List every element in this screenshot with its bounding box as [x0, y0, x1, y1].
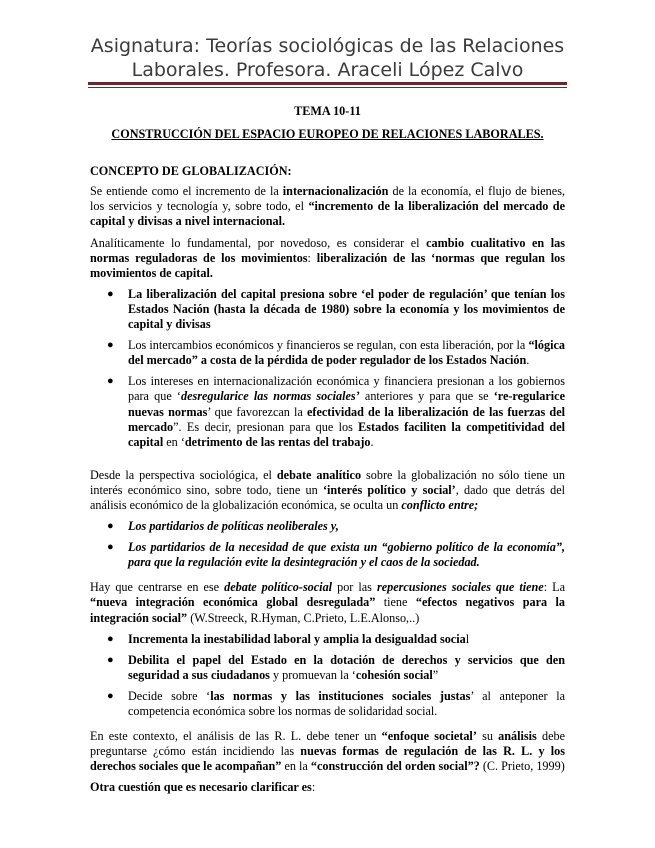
text-run: Los intercambios económicos y financieros se regulan, con esta liberación, por la	[128, 338, 529, 353]
bullet-icon: ●	[107, 541, 114, 554]
list-item	[90, 540, 565, 570]
text-run: “lógica del mercado” a costa de la pérdida de poder regulador de los Estados Nación	[128, 338, 565, 368]
paragraph	[90, 184, 565, 229]
text-run: Analíticamente lo fundamental, por novedoso, es considerar el	[90, 235, 427, 250]
document-title: CONSTRUCCIÓN DEL ESPACIO EUROPEO DE RELACIONES LABORALES.	[111, 127, 544, 142]
bullet-icon: ●	[107, 632, 114, 645]
text-run: debe preguntarse ¿cómo están incidiendo las	[90, 729, 565, 759]
text-run: Desde la perspectiva sociológica, el	[90, 467, 277, 482]
text-run: Debilita el papel del Estado en la dotación de derechos y servicios que den seguridad a sus ciudadanos	[128, 652, 565, 682]
list-item	[90, 689, 565, 719]
text-run: tiene	[375, 595, 416, 610]
text-run: Decide sobre ‘	[128, 688, 211, 703]
spacer	[90, 460, 565, 468]
text-run: ’ que favorezcan la	[207, 404, 308, 419]
text-run: ‘re-regularice nuevas normas	[128, 389, 565, 419]
text-run: debate político-social	[224, 580, 333, 595]
text-run: , dado que detrás del análisis económico de la globalización económica, se oculta un	[90, 482, 566, 512]
section-heading-colon: :	[287, 164, 292, 179]
paragraph	[90, 236, 565, 281]
bullet-list	[90, 632, 565, 719]
text-run: en ‘	[163, 434, 185, 449]
paragraph	[90, 780, 565, 795]
text-run: :	[307, 250, 317, 265]
section-heading	[90, 164, 565, 179]
text-run: detrimento de las rentas del trabajo	[184, 434, 371, 449]
text-run: ”	[432, 667, 439, 682]
text-run: cambio cualitativo en las normas reguladoras de los movimientos	[90, 235, 565, 265]
text-run: en la	[281, 759, 311, 774]
text-run: internacionalización	[282, 184, 389, 199]
text-run: Se entiende como el incremento de la	[90, 184, 283, 199]
header-rule-thin	[88, 87, 567, 88]
text-run: :	[311, 780, 316, 795]
bullet-icon: ●	[107, 375, 114, 388]
text-run: y promuevan la ‘	[269, 667, 356, 682]
text-run: por las	[332, 580, 377, 595]
topic-number: TEMA 10-11	[294, 104, 361, 118]
list-item	[90, 287, 565, 332]
text-run: liberalización de las ‘normas que regulan los movimientos de capital.	[90, 250, 565, 280]
text-run: su	[476, 729, 499, 744]
text-run: ’ al anteponer la competencia económica sobre los normas de solidaridad social.	[128, 688, 566, 718]
list-item	[90, 338, 565, 368]
document-body	[90, 104, 565, 801]
bullet-icon: ●	[107, 653, 114, 666]
text-run: efectividad de la liberalización de las fuerzas del mercado	[128, 404, 566, 434]
text-run: conflicto entre;	[401, 497, 479, 512]
text-run: “incremento de la liberalización del mercado de capital y divisas a nivel internacional.	[90, 199, 565, 229]
text-run: l	[465, 631, 470, 646]
text-run: “nueva integración económica global desregulada”	[90, 595, 376, 610]
text-run: “efectos negativos para la integración social”	[90, 595, 565, 625]
bullet-list	[90, 287, 565, 450]
text-run: Los intereses en internacionalización económica y financiera presionan a los gobiernos para que ‘	[128, 374, 565, 404]
bullet-list	[90, 519, 565, 570]
text-run: Hay que centrarse en ese	[90, 580, 225, 595]
header-title-line1: Asignatura: Teorías sociológicas de las Relaciones	[90, 35, 565, 57]
text-run: En este contexto, el análisis de las R. L. debe tener un	[90, 729, 382, 744]
text-run: ”. Es decir, presionan para que los	[173, 419, 359, 434]
text-run: (W.Streeck, R.Hyman, C.Prieto, L.E.Alonso,..)	[187, 610, 420, 625]
text-run: debate analítico	[276, 467, 362, 482]
bullet-icon: ●	[107, 339, 114, 352]
text-run: desregularice las normas sociales’	[181, 389, 360, 404]
header-rule-thick	[88, 82, 567, 85]
section-heading-text: CONCEPTO DE GLOBALIZACIÓN	[90, 164, 288, 179]
text-run: “enfoque societal’	[381, 729, 477, 744]
text-run: : La	[543, 580, 565, 595]
text-run: cohesión social	[355, 667, 433, 682]
paragraph	[90, 580, 565, 625]
paragraph	[90, 729, 565, 774]
list-item	[90, 632, 565, 647]
text-run: (C. Prieto, 1999)	[479, 759, 565, 774]
text-run: Los partidarios de políticas neoliberales y,	[128, 519, 339, 534]
text-run: Los partidarios de la necesidad de que exista un “gobierno político de la economía”, para que la regulación evite la desintegración y el caos de la sociedad.	[128, 540, 565, 570]
text-run: las normas y las instituciones sociales justas	[210, 688, 471, 703]
text-run: sobre la globalización no sólo tiene un interés económico sino, sobre todo, tiene un	[90, 467, 565, 497]
list-item	[90, 374, 565, 449]
bullet-icon: ●	[107, 287, 114, 300]
bullet-icon: ●	[107, 689, 114, 702]
text-run: Estados faciliten la competitividad del capital	[128, 419, 565, 449]
text-run: .	[370, 434, 374, 449]
text-run: ‘interés político y social’	[322, 482, 456, 497]
text-run: de la economía, el flujo de bienes, los servicios y tecnología y, sobre todo, el	[90, 184, 565, 214]
text-run: análisis	[498, 729, 537, 744]
text-run: Otra cuestión que es necesario clarificar es	[90, 780, 312, 795]
header-title-line2: Laborales. Profesora. Araceli López Calvo	[131, 59, 524, 81]
text-run: .	[526, 353, 530, 368]
list-item	[90, 519, 565, 534]
list-item	[90, 653, 565, 683]
text-run: repercusiones sociales que tiene	[376, 580, 544, 595]
text-run: Incrementa la inestabilidad laboral y amplia la desigualdad socia	[128, 631, 466, 646]
page-header	[90, 34, 565, 82]
text-run: anteriores y para que se	[359, 389, 494, 404]
bullet-icon: ●	[107, 520, 114, 533]
text-run: nuevas formas de regulación de las R. L. y los derechos sociales que le acompañan”	[90, 744, 565, 774]
text-run: La liberalización del capital presiona sobre ‘el poder de regulación’ que tenían los Estados Nación (hasta la década de 1980) sobre la economía y los movimientos de capital y divisas	[128, 286, 565, 332]
text-run: “construcción del orden social”?	[310, 759, 480, 774]
paragraph	[90, 468, 565, 513]
